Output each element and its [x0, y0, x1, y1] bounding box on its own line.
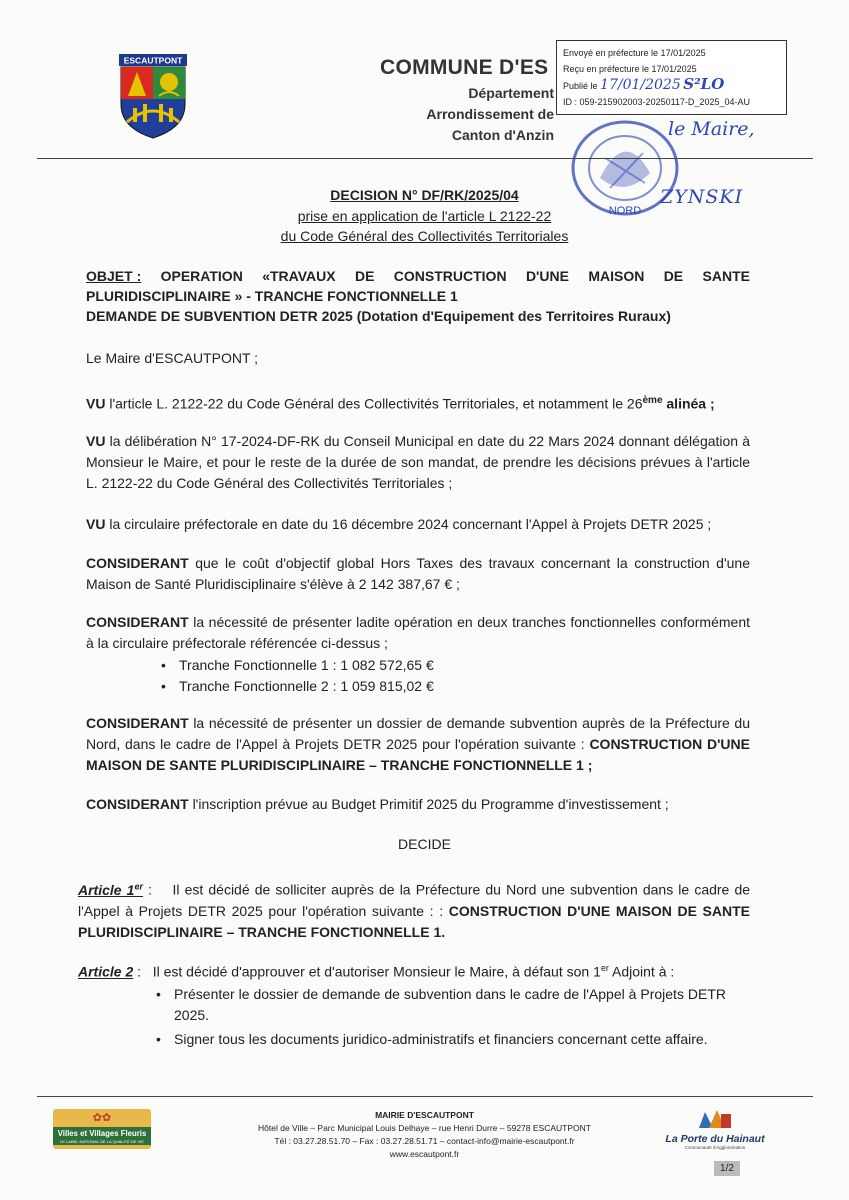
vu-3 [86, 514, 750, 535]
article-2-colon: : [133, 963, 142, 980]
article-2-item: • Présenter le dossier de demande de subvention dans le cadre de l'Appel à Projets DETR 2025. [156, 984, 726, 1026]
objet-word: DE [663, 268, 684, 284]
objet-line-3: DEMANDE DE SUBVENTION DETR 2025 (Dotation d'Equipement des Territoires Ruraux) [86, 308, 671, 324]
objet-word: DE [354, 268, 375, 284]
considerant-label: CONSIDERANT [86, 715, 189, 731]
objet-word: «TRAVAUX [262, 268, 336, 284]
objet-word: SANTE [702, 268, 750, 284]
porte-du-hainaut-label: La Porte du Hainaut [665, 1133, 765, 1145]
considerant-4 [86, 794, 750, 815]
considerant-3-text: la nécessité de présenter un dossier de demande subvention auprès de la Préfecture du Nord, dans le cadre de l'Appel à Projets DETR 2025 pour l'opération suivante : [86, 715, 751, 752]
signature-maire: le Maire, [668, 118, 755, 140]
considerant-2-text: la nécessité de présenter ladite opération en deux tranches fonctionnelles conformément à la circulaire préfectorale référencée ci-dessus ; [86, 614, 750, 651]
objet-word: D'UNE [525, 268, 569, 284]
crest-label: ESCAUTPONT [123, 55, 183, 66]
departement-line: Département [468, 85, 554, 101]
objet-word: OPERATION [160, 268, 243, 284]
article-1-text: Il est décidé de solliciter auprès de la Préfecture du Nord une subvention dans le cadre de l'Appel à Projets DETR 2025 pour l'opération suivante : : [78, 881, 751, 919]
stamp-initials: S²LO [683, 75, 725, 93]
objet-word: CONSTRUCTION [393, 268, 507, 284]
vu-label: VU [86, 433, 106, 449]
decision-subtitle-2: du Code Général des Collectivités Territoriales [280, 228, 569, 244]
article-2-end: Adjoint à : [612, 963, 675, 980]
vu-label: VU [86, 516, 106, 532]
tranche-list [161, 655, 750, 697]
footer-contact: Tél : 03.27.28.51.70 – Fax : 03.27.28.51.71 – contact-info@mairie-escautpont.fr [274, 1136, 575, 1146]
article-2 [78, 958, 750, 1050]
objet-block [86, 266, 750, 326]
stamp-received: Reçu en préfecture le 17/01/2025 [563, 63, 697, 74]
porte-du-hainaut-small: Communauté d'Agglomération [684, 1145, 746, 1150]
stamp-id: ID : 059-215902003-20250117-D_2025_04-AU [563, 96, 750, 107]
vu-1 [86, 390, 750, 415]
article-2-item: • Signer tous les documents juridico-administratifs et financiers concernant cette affaire. [156, 1029, 726, 1050]
seal-label: NORD [608, 205, 642, 217]
escautpont-coat-of-arms [113, 52, 193, 140]
commune-title: COMMUNE D'ES [380, 56, 549, 79]
article-1-bold: CONSTRUCTION D'UNE MAISON DE SANTE PLURIDISCIPLINAIRE – TRANCHE FONCTIONNELLE 1. [78, 902, 751, 940]
article-2-label: Article 2 [78, 963, 134, 980]
article-2-sup: er [600, 963, 609, 973]
article-2-list [156, 984, 726, 1050]
flower-icon: ✿✿ [92, 1112, 112, 1124]
considerant-label: CONSIDERANT [86, 614, 189, 630]
porte-du-hainaut-logo [660, 1108, 770, 1150]
considerant-4-text: l'inscription prévue au Budget Primitif 2025 du Programme d'investissement ; [192, 796, 669, 812]
footer-rule [37, 1096, 813, 1097]
stamp-published-label: Publié le [563, 81, 598, 91]
vu-3-text: la circulaire préfectorale en date du 16 décembre 2024 concernant l'Appel à Projets DETR 2025 ; [109, 516, 712, 532]
arrondissement-line: Arrondissement de [426, 106, 554, 122]
considerant-1 [86, 553, 750, 595]
article-1-colon: : [143, 881, 153, 898]
vu-2-text: la délibération N° 17-2024-DF-RK du Conseil Municipal en date du 22 Mars 2024 donnant délégation à Monsieur le Maire, et pour le reste de la durée de son mandat, de prendre les décisions prévues à l'article L. 2122-22 du Code Général des Collectivités Territoriales ; [86, 433, 751, 491]
considerant-2 [86, 612, 750, 697]
maire-line: Le Maire d'ESCAUTPONT ; [86, 350, 259, 366]
objet-line-2: PLURIDISCIPLINAIRE » - TRANCHE FONCTIONNELLE 1 [86, 288, 458, 304]
stamp-published [563, 77, 780, 95]
article-1-label [78, 882, 143, 898]
tranche-item: • Tranche Fonctionnelle 1 : 1 082 572,65 € [161, 655, 750, 676]
considerant-label: CONSIDERANT [86, 796, 189, 812]
objet-label: OBJET : [86, 268, 142, 284]
vu-1-text: l'article L. 2122-22 du Code Général des Collectivités Territoriales, et notamment le 26 [109, 395, 643, 412]
header-rule [37, 158, 813, 159]
article-2-text: Il est décidé d'approuver et d'autoriser Monsieur le Maire, à défaut son 1 [152, 963, 601, 980]
vu-2 [86, 431, 750, 494]
page-number: 1/2 [714, 1161, 740, 1176]
considerant-3 [86, 713, 750, 776]
stamp-sent: Envoyé en préfecture le 17/01/2025 [563, 48, 706, 58]
canton-line: Canton d'Anzin [451, 127, 554, 143]
decision-title: DECISION N° DF/RK/2025/04 [330, 187, 519, 203]
article-1-label-text: Article 1 [78, 881, 135, 898]
vu-1-sup: ème [642, 395, 663, 406]
vu-label: VU [86, 395, 106, 412]
stamp-published-date: 17/01/2025 [600, 77, 681, 93]
article-1-sup: er [134, 881, 143, 891]
tranche-item: • Tranche Fonctionnelle 2 : 1 059 815,02 € [161, 676, 750, 697]
objet-line-1 [86, 266, 750, 286]
vvf-small: LE LABEL NATIONAL DE LA QUALITÉ DE VIE [53, 1139, 151, 1145]
objet-word: MAISON [588, 268, 645, 284]
footer-address: Hôtel de Ville – Parc Municipal Louis Delhaye – rue Henri Durre – 59278 ESCAUTPONT [258, 1123, 591, 1133]
signature-name: ZYNSKI [660, 186, 744, 208]
decision-subtitle-1: prise en application de l'article L 2122-22 [297, 208, 552, 224]
vvf-label: Villes et Villages Fleuris [53, 1127, 151, 1140]
footer-web: www.escautpont.fr [389, 1149, 460, 1159]
considerant-3-bold: CONSTRUCTION D'UNE MAISON DE SANTE PLURIDISCIPLINAIRE – TRANCHE FONCTIONNELLE 1 ; [86, 736, 750, 773]
considerant-1-text: que le coût d'objectif global Hors Taxes des travaux concernant la construction d'une Maison de Santé Pluridisciplinaire s'élève à 2 142 387,67 € ; [86, 555, 751, 592]
porte-du-hainaut-icon [695, 1108, 735, 1130]
decide-heading: DECIDE [398, 836, 451, 852]
vu-1-end: alinéa ; [666, 395, 715, 412]
considerant-label: CONSIDERANT [86, 555, 189, 571]
prefecture-stamp [556, 40, 787, 115]
footer-org: MAIRIE D'ESCAUTPONT [375, 1110, 474, 1120]
article-1 [78, 876, 750, 943]
